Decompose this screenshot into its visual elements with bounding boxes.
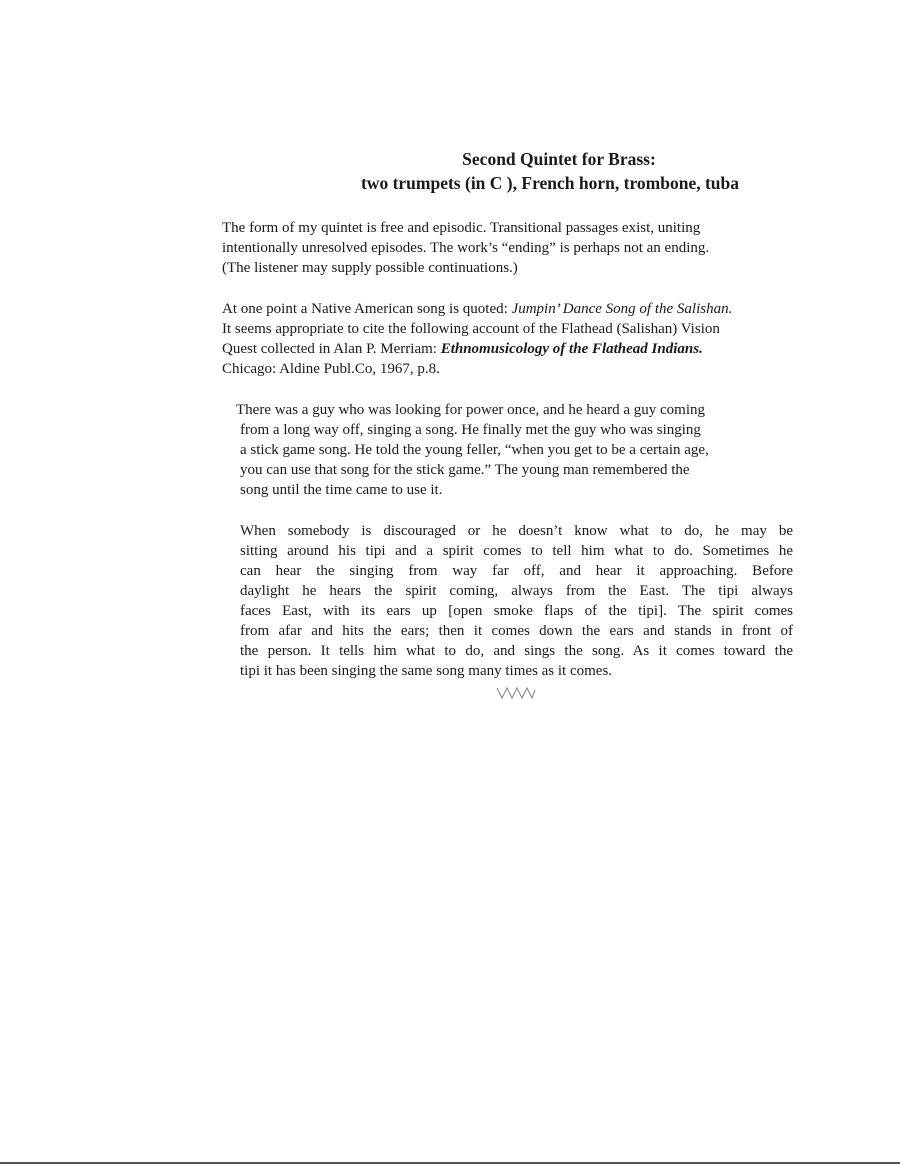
quote-paragraph-1: [236, 400, 806, 500]
citation-prefix: At one point a Native American song is quoted:: [222, 301, 512, 317]
quote-line: faces East, with its ears up [open smoke flaps of the tipi]. The spirit comes: [240, 603, 793, 619]
intro-line: The form of my quintet is free and episodic. Transitional passages exist, uniting: [222, 220, 701, 236]
quote-paragraph-2: [240, 521, 793, 681]
title-line-2: two trumpets (in C ), French horn, trombone, tuba: [360, 173, 740, 193]
quote-line: the person. It tells him what to do, and sings the song. As it comes toward the: [240, 643, 793, 659]
page-title: [222, 147, 842, 195]
citation-line-4: Chicago: Aldine Publ.Co, 1967, p.8.: [222, 361, 440, 377]
citation-line-2: It seems appropriate to cite the following account of the Flathead (Salishan) Vision: [222, 321, 720, 337]
intro-line: (The listener may supply possible continuations.): [222, 260, 518, 276]
quote-line: from a long way off, singing a song. He finally met the guy who was singing: [240, 422, 701, 438]
citation-source-prefix: Quest collected in Alan P. Merriam:: [222, 341, 441, 357]
citation-paragraph: [222, 299, 832, 379]
book-title: Ethnomusicology of the Flathead Indians.: [440, 341, 703, 357]
quote-line: sitting around his tipi and a spirit comes to tell him what to do. Sometimes he: [240, 543, 793, 559]
quote-line: can hear the singing from way far off, and hear it approaching. Before: [240, 563, 793, 579]
quote-line: tipi it has been singing the same song many times as it comes.: [240, 663, 613, 679]
citation-line-1: [222, 299, 832, 319]
intro-paragraph: [222, 218, 822, 278]
citation-line-3: [222, 339, 832, 359]
zigzag-ornament-icon: [496, 686, 536, 700]
quote-line: you can use that song for the stick game.” The young man remembered the: [240, 462, 690, 478]
song-title: Jumpin’ Dance Song of the Salishan.: [511, 301, 733, 317]
quote-line: There was a guy who was looking for power once, and he heard a guy coming: [236, 402, 706, 418]
quote-line: song until the time came to use it.: [240, 482, 443, 498]
quote-line: from afar and hits the ears; then it comes down the ears and stands in front of: [240, 623, 793, 639]
quote-line: daylight he hears the spirit coming, always from the East. The tipi always: [240, 583, 793, 599]
title-line-1: Second Quintet for Brass:: [462, 149, 656, 169]
intro-line: intentionally unresolved episodes. The work’s “ending” is perhaps not an ending.: [222, 240, 710, 256]
quote-line: When somebody is discouraged or he doesn’t know what to do, he may be: [240, 523, 793, 539]
quote-line: a stick game song. He told the young feller, “when you get to be a certain age,: [240, 442, 709, 458]
